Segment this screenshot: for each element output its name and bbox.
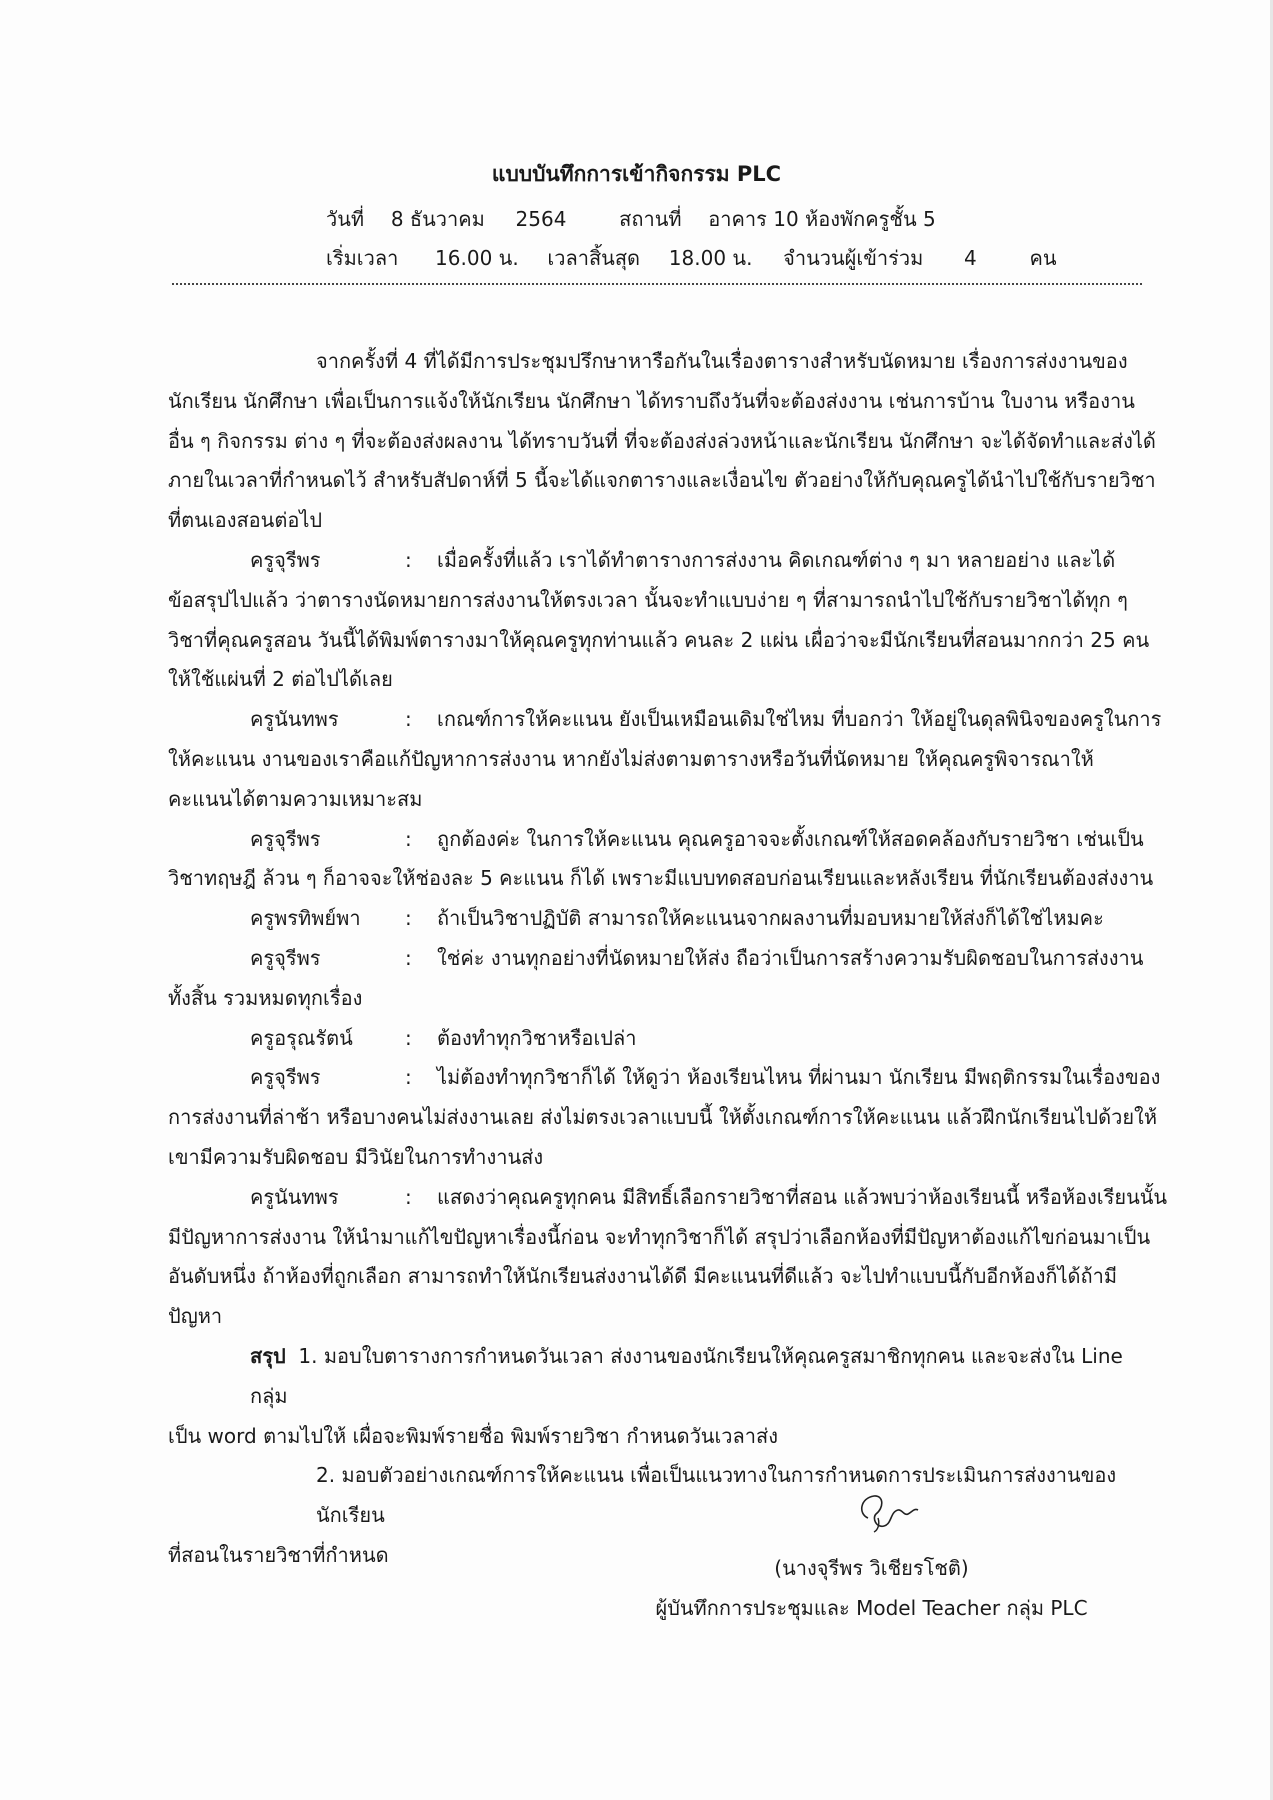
end-label: เวลาสิ้นสุด (547, 246, 641, 270)
date-place-line (326, 203, 936, 235)
speaker-continuation: ให้คะแนน งานของเราคือแก้ปัญหาการส่งงาน หากยังไม่ส่งตามตารางหรือวันที่นัดหมาย ให้คุณครูพิจารณาให้คะแนนได้ตามความเหมาะสม (168, 746, 1094, 811)
speaker-first-line: ไม่ต้องทำทุกวิชาก็ได้ ให้ดูว่า ห้องเรียนไหน ที่ผ่านมา นักเรียน มีพฤติกรรมในเรื่องของ (437, 1065, 1161, 1090)
date-day: 8 ธันวาคม (390, 207, 485, 231)
speaker-name: ครูจุรีพร (250, 826, 321, 851)
speaker-continuation: ทั้งสิ้น รวมหมดทุกเรื่อง (168, 985, 363, 1010)
speaker-entry: ครูนันทพร : แสดงว่าคุณครูทุกคน มีสิทธิ์เลือกรายวิชาที่สอน แล้วพบว่าห้องเรียนนี้ หรือห้องเรียนนั้น มีปัญหาการส่งงาน ให้นำมาแก้ไขปัญหาเรื่องนี้ก่อน จะทำทุกวิชาก็ได้ สรุปว่าเลือกห้องที่มีปัญหาต้องแก้ไขก่อนมาเป็นอันดับหนึ่ง ถ้าห้องที่ถูกเลือก สามารถทำให้นักเรียนส่งงานได้ดี มีคะแนนที่ดีแล้ว จะไปทำแบบนี้กับอีกห้องก็ได้ถ้ามีปัญหา (168, 1178, 1158, 1337)
intro-paragraph: จากครั้งที่ 4 ที่ได้มีการประชุมปรึกษาหารือกันในเรื่องตารางสำหรับนัดหมาย เรื่องการส่งงานของนักเรียน นักศึกษา เพื่อเป็นการแจ้งให้นักเรียน นักศึกษา ได้ทราบถึงวันที่จะต้องส่งงาน เช่นการบ้าน ใบงาน หรืองานอื่น ๆ กิจกรรม ต่าง ๆ ที่จะต้องส่งผลงาน ได้ทราบวันที่ ที่จะต้องส่งล่วงหน้าและนักเรียน นักศึกษา จะได้จัดทำและส่งได้ภายในเวลาที่กำหนดไว้ สำหรับสัปดาห์ที่ 5 นี้จะได้แจกตารางและเงื่อนไข ตัวอย่างให้กับคุณครูได้นำไปใช้กับรายวิชาที่ตนเองสอนต่อไป (168, 349, 1156, 533)
signatory-role: ผู้บันทึกการประชุมและ Model Teacher กลุ่ม PLC (655, 1596, 1088, 1620)
speaker-continuation: ข้อสรุปไปแล้ว ว่าตารางนัดหมายการส่งงานให้ตรงเวลา นั้นจะทำแบบง่าย ๆ ที่สามารถนำไปใช้กับรายวิชาได้ทุก ๆ วิชาที่คุณครูสอน วันนี้ได้พิมพ์ตารางมาให้คุณครูทุกท่านแล้ว คนละ 2 แผ่น เผื่อว่าจะมีนักเรียนที่สอนมากกว่า 25 คน ให้ใช้แผ่นที่ 2 ต่อไปได้เลย (168, 587, 1150, 692)
minutes-body (168, 342, 1168, 1576)
attendees-label: จำนวนผู้เข้าร่วม (783, 246, 924, 270)
summary-item-1-first: 1. มอบใบตารางการกำหนดวันเวลา ส่งงานของนักเรียนให้คุณครูสมาชิกทุกคน และจะส่งใน Line กลุ่ม (250, 1343, 1123, 1408)
dotted-divider (172, 283, 1142, 285)
summary-item-1 (168, 1337, 1158, 1456)
speaker-entry: ครูจุรีพร : เมื่อครั้งที่แล้ว เราได้ทำตารางการส่งงาน คิดเกณฑ์ต่าง ๆ มา หลายอย่าง และได้ ข้อสรุปไปแล้ว ว่าตารางนัดหมายการส่งงานให้ตรงเวลา นั้นจะทำแบบง่าย ๆ ที่สามารถนำไปใช้กับรายวิชาได้ทุก ๆ วิชาที่คุณครูสอน วันนี้ได้พิมพ์ตารางมาให้คุณครูทุกท่านแล้ว คนละ 2 แผ่น เผื่อว่าจะมีนักเรียนที่สอนมากกว่า 25 คน ให้ใช้แผ่นที่ 2 ต่อไปได้เลย (168, 541, 1158, 700)
speaker-entry: ครูจุรีพร : ไม่ต้องทำทุกวิชาก็ได้ ให้ดูว่า ห้องเรียนไหน ที่ผ่านมา นักเรียน มีพฤติกรรมในเรื่องของ การส่งงานที่ล่าช้า หรือบางคนไม่ส่งงานเลย ส่งไม่ตรงเวลาแบบนี้ ให้ตั้งเกณฑ์การให้คะแนน แล้วฝึกนักเรียนไปด้วยให้เขามีความรับผิดชอบ มีวินัยในการทำงานส่ง (168, 1058, 1158, 1177)
speaker-entry: ครูอรุณรัตน์ : ต้องทำทุกวิชาหรือเปล่า (168, 1019, 1158, 1059)
speaker-entry: ครูจุรีพร : ถูกต้องค่ะ ในการให้คะแนน คุณครูอาจจะตั้งเกณฑ์ให้สอดคล้องกับรายวิชา เช่นเป็น วิชาทฤษฎี ล้วน ๆ ก็อาจจะให้ช่องละ 5 คะแนน ก็ได้ เพราะมีแบบทดสอบก่อนเรียนและหลังเรียน ที่นักเรียนต้องส่งงาน (168, 820, 1158, 900)
speaker-first-line: ต้องทำทุกวิชาหรือเปล่า (437, 1025, 637, 1050)
signatory-name: (นางจุรีพร วิเชียรโชติ) (774, 1556, 969, 1580)
speaker-first-line: ถ้าเป็นวิชาปฏิบัติ สามารถให้คะแนนจากผลงานที่มอบหมายให้ส่งก็ได้ใช่ไหมคะ (437, 906, 1104, 931)
date-year: 2564 (515, 207, 567, 231)
speaker-name: ครูนันทพร (250, 1184, 339, 1209)
speaker-entry: ครูนันทพร : เกณฑ์การให้คะแนน ยังเป็นเหมือนเดิมใช่ไหม ที่บอกว่า ให้อยู่ในดุลพินิจของครูในการ ให้คะแนน งานของเราคือแก้ปัญหาการส่งงาน หากยังไม่ส่งตามตารางหรือวันที่นัดหมาย ให้คุณครูพิจารณาให้คะแนนได้ตามความเหมาะสม (168, 700, 1158, 819)
document-title: แบบบันทึกการเข้ากิจกรรม PLC (491, 162, 782, 186)
handwritten-signature (854, 1488, 924, 1534)
start-label: เริ่มเวลา (326, 246, 399, 270)
time-attendees-line (326, 242, 1057, 274)
summary-label: สรุป (250, 1343, 286, 1368)
speaker-continuation: วิชาทฤษฎี ล้วน ๆ ก็อาจจะให้ช่องละ 5 คะแนน ก็ได้ เพราะมีแบบทดสอบก่อนเรียนและหลังเรียน ที่นักเรียนต้องส่งงาน (168, 866, 1154, 891)
summary-item-2-first: 2. มอบตัวอย่างเกณฑ์การให้คะแนน เพื่อเป็นแนวทางในการกำหนดการประเมินการส่งงานของนักเรียน (316, 1463, 1117, 1528)
end-value: 18.00 น. (668, 246, 753, 270)
date-label: วันที่ (326, 207, 365, 231)
dialogue-list (168, 541, 1168, 1337)
place-value: อาคาร 10 ห้องพักครูชั้น 5 (708, 207, 936, 231)
speaker-name: ครูนันทพร (250, 707, 339, 732)
speaker-name: ครูจุรีพร (250, 945, 321, 970)
summary-item-1-rest: เป็น word ตามไปให้ เผื่อจะพิมพ์รายชื่อ พิมพ์รายวิชา กำหนดวันเวลาส่ง (168, 1423, 778, 1448)
speaker-entry: ครูจุรีพร : ใช่ค่ะ งานทุกอย่างที่นัดหมายให้ส่ง ถือว่าเป็นการสร้างความรับผิดชอบในการส่งงาน ทั้งสิ้น รวมหมดทุกเรื่อง (168, 939, 1158, 1019)
attendees-unit: คน (1029, 246, 1057, 270)
attendees-value: 4 (964, 246, 977, 270)
speaker-name: ครูพรทิพย์พา (250, 906, 361, 931)
speaker-first-line: เกณฑ์การให้คะแนน ยังเป็นเหมือนเดิมใช่ไหม ที่บอกว่า ให้อยู่ในดุลพินิจของครูในการ (437, 707, 1162, 732)
speaker-name: ครูจุรีพร (250, 1065, 321, 1090)
speaker-continuation: มีปัญหาการส่งงาน ให้นำมาแก้ไขปัญหาเรื่องนี้ก่อน จะทำทุกวิชาก็ได้ สรุปว่าเลือกห้องที่มีปัญหาต้องแก้ไขก่อนมาเป็นอันดับหนึ่ง ถ้าห้องที่ถูกเลือก สามารถทำให้นักเรียนส่งงานได้ดี มีคะแนนที่ดีแล้ว จะไปทำแบบนี้กับอีกห้องก็ได้ถ้ามีปัญหา (168, 1224, 1151, 1329)
speaker-continuation: การส่งงานที่ล่าช้า หรือบางคนไม่ส่งงานเลย ส่งไม่ตรงเวลาแบบนี้ ให้ตั้งเกณฑ์การให้คะแนน แล้วฝึกนักเรียนไปด้วยให้เขามีความรับผิดชอบ มีวินัยในการทำงานส่ง (168, 1105, 1158, 1169)
speaker-first-line: ใช่ค่ะ งานทุกอย่างที่นัดหมายให้ส่ง ถือว่าเป็นการสร้างความรับผิดชอบในการส่งงาน (437, 945, 1144, 970)
speaker-first-line: เมื่อครั้งที่แล้ว เราได้ทำตารางการส่งงาน คิดเกณฑ์ต่าง ๆ มา หลายอย่าง และได้ (437, 547, 1116, 572)
place-label: สถานที่ (619, 207, 682, 231)
speaker-name: ครูจุรีพร (250, 547, 321, 572)
speaker-first-line: แสดงว่าคุณครูทุกคน มีสิทธิ์เลือกรายวิชาที่สอน แล้วพบว่าห้องเรียนนี้ หรือห้องเรียนนั้น (437, 1184, 1168, 1209)
start-value: 16.00 น. (435, 246, 519, 270)
speaker-entry: ครูพรทิพย์พา : ถ้าเป็นวิชาปฏิบัติ สามารถให้คะแนนจากผลงานที่มอบหมายให้ส่งก็ได้ใช่ไหมคะ (168, 899, 1158, 939)
speaker-first-line: ถูกต้องค่ะ ในการให้คะแนน คุณครูอาจจะตั้งเกณฑ์ให้สอดคล้องกับรายวิชา เช่นเป็น (437, 826, 1144, 851)
summary-item-2-rest: ที่สอนในรายวิชาที่กำหนด (168, 1542, 389, 1567)
speaker-name: ครูอรุณรัตน์ (250, 1025, 353, 1050)
